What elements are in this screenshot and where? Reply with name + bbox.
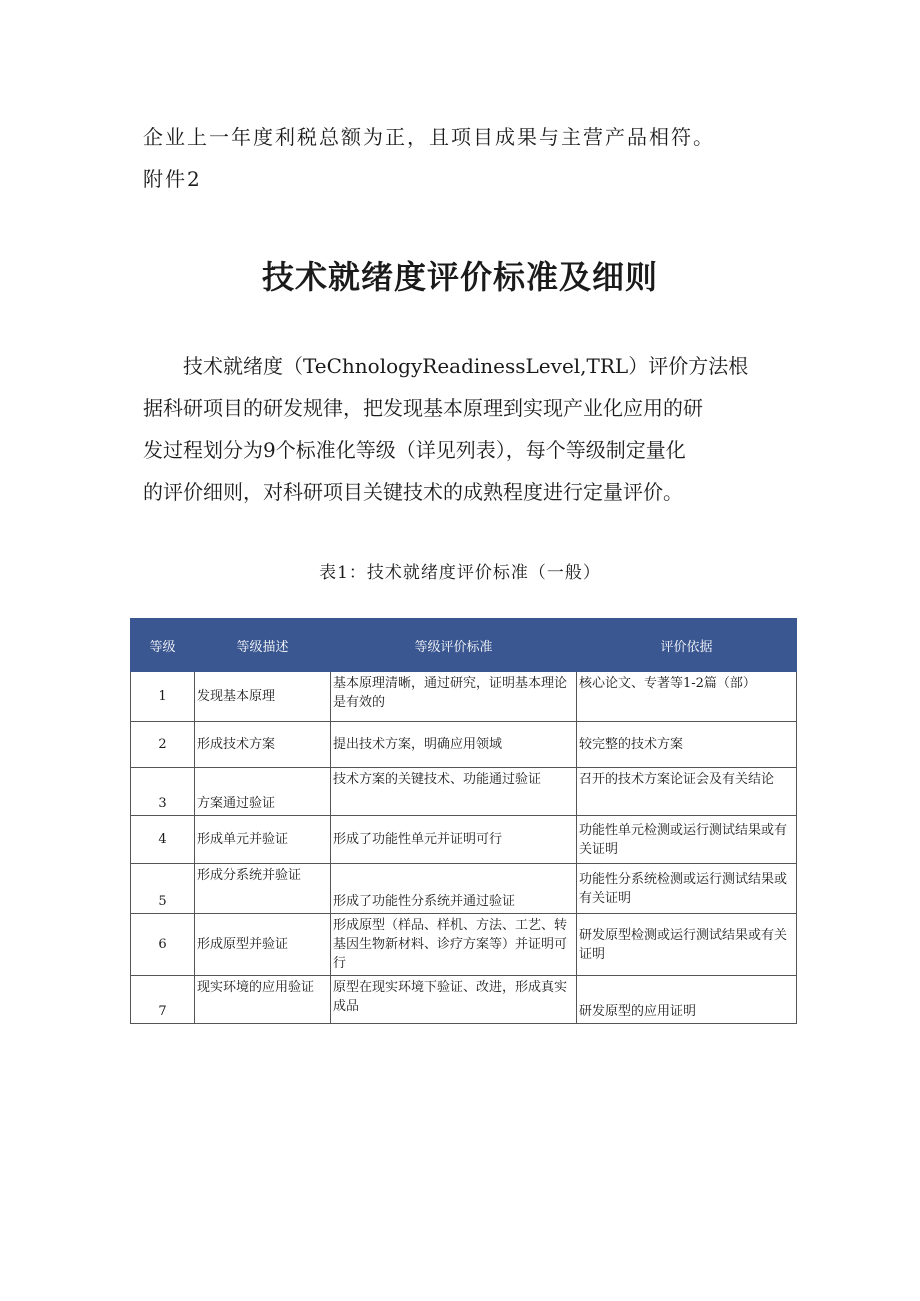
header-basis: 评价依据 — [577, 619, 797, 672]
cell-basis: 功能性分系统检测或运行测试结果或有关证明 — [577, 864, 797, 914]
cell-basis: 核心论文、专著等1-2篇（部） — [577, 672, 797, 722]
intro-paragraph — [143, 345, 798, 513]
continuation-text: 企业上一年度利税总额为正，且项目成果与主营产品相符。 — [143, 125, 715, 149]
document-title: 技术就绪度评价标准及细则 — [261, 258, 658, 296]
table-row — [131, 914, 797, 976]
header-description: 等级描述 — [195, 619, 331, 672]
table-caption: 表1：技术就绪度评价标准（一般） — [319, 563, 601, 583]
cell-description: 形成技术方案 — [195, 722, 331, 768]
cell-basis: 研发原型检测或运行测试结果或有关证明 — [577, 914, 797, 976]
table-header-row — [131, 619, 797, 672]
header-level: 等级 — [131, 619, 195, 672]
cell-description: 发现基本原理 — [195, 672, 331, 722]
intro-line: 据科研项目的研发规律，把发现基本原理到实现产业化应用的研 — [143, 396, 703, 420]
cell-description: 形成分系统并验证 — [195, 864, 331, 914]
cell-basis: 功能性单元检测或运行测试结果或有关证明 — [577, 816, 797, 864]
cell-basis: 召开的技术方案论证会及有关结论 — [577, 768, 797, 816]
table-row — [131, 864, 797, 914]
cell-description: 形成原型并验证 — [195, 914, 331, 976]
cell-level: 7 — [131, 976, 195, 1024]
cell-standard: 形成了功能性单元并证明可行 — [331, 816, 577, 864]
cell-standard: 原型在现实环境下验证、改进，形成真实成品 — [331, 976, 577, 1024]
intro-line: 的评价细则，对科研项目关键技术的成熟程度进行定量评价。 — [143, 480, 683, 504]
cell-basis: 研发原型的应用证明 — [577, 976, 797, 1024]
intro-line: 发过程划分为9个标准化等级（详见列表），每个等级制定量化 — [143, 438, 686, 462]
table-row — [131, 672, 797, 722]
cell-standard: 基本原理清晰，通过研究，证明基本理论是有效的 — [331, 672, 577, 722]
table-row — [131, 976, 797, 1024]
cell-level: 1 — [131, 672, 195, 722]
header-standard: 等级评价标准 — [331, 619, 577, 672]
table-row — [131, 816, 797, 864]
cell-standard: 技术方案的关键技术、功能通过验证 — [331, 768, 577, 816]
trl-table — [130, 618, 797, 1024]
table-row — [131, 722, 797, 768]
table-row — [131, 768, 797, 816]
cell-description: 现实环境的应用验证 — [195, 976, 331, 1024]
cell-level: 4 — [131, 816, 195, 864]
attachment-label: 附件2 — [143, 167, 202, 191]
intro-line: 技术就绪度（TeChnologyReadinessLevel,TRL）评价方法根 — [183, 354, 749, 378]
cell-standard: 形成原型（样品、样机、方法、工艺、转基因生物新材料、诊疗方案等）并证明可行 — [331, 914, 577, 976]
cell-standard: 形成了功能性分系统并通过验证 — [331, 864, 577, 914]
cell-level: 5 — [131, 864, 195, 914]
cell-description: 方案通过验证 — [195, 768, 331, 816]
cell-level: 6 — [131, 914, 195, 976]
cell-basis: 较完整的技术方案 — [577, 722, 797, 768]
cell-level: 2 — [131, 722, 195, 768]
cell-level: 3 — [131, 768, 195, 816]
cell-description: 形成单元并验证 — [195, 816, 331, 864]
cell-standard: 提出技术方案，明确应用领域 — [331, 722, 577, 768]
